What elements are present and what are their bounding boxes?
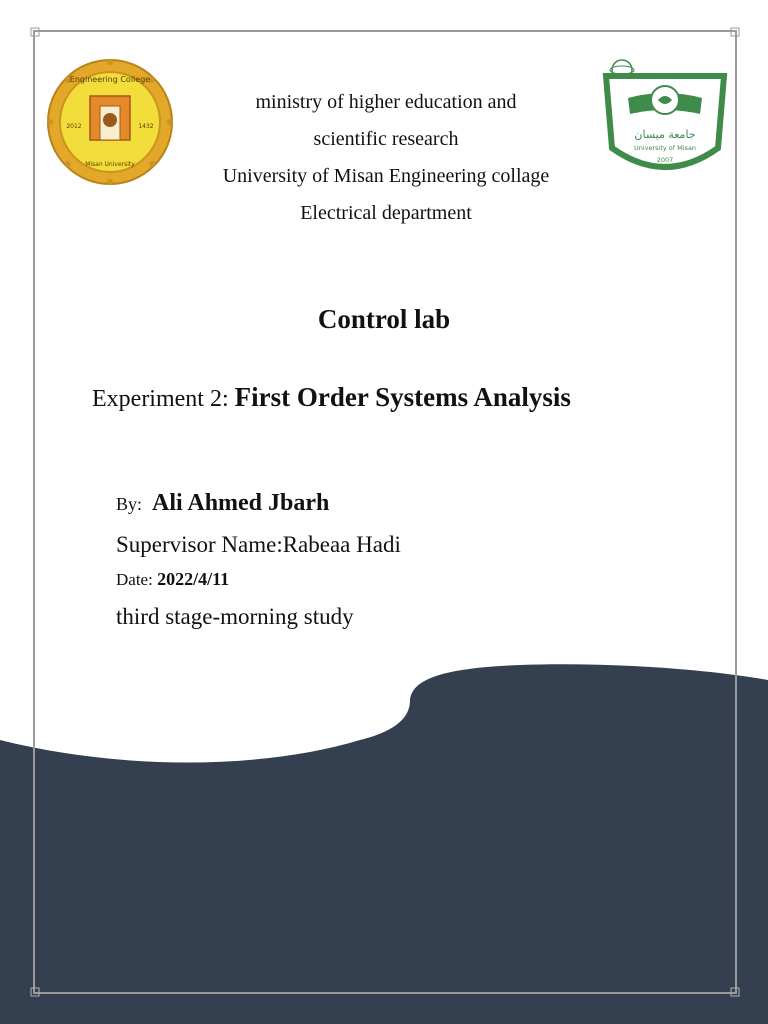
author-name: Ali Ahmed Jbarh xyxy=(152,490,330,516)
svg-text:1432: 1432 xyxy=(138,123,154,130)
date-label: Date: xyxy=(116,570,158,589)
supervisor-line: Supervisor Name:Rabeaa Hadi xyxy=(116,532,401,557)
university-of-misan-shield-icon xyxy=(600,58,730,190)
date-line xyxy=(116,569,229,590)
author-line xyxy=(116,490,329,517)
document-title: Control lab xyxy=(317,304,451,334)
experiment-heading xyxy=(92,382,571,413)
svg-text:University of Misan: University of Misan xyxy=(633,144,697,152)
institution-header xyxy=(180,84,592,232)
author-label: By: xyxy=(116,494,143,514)
date-value: 2022/4/11 xyxy=(157,569,230,589)
svg-text:2012: 2012 xyxy=(66,123,82,130)
stage-line: third stage-morning study xyxy=(116,604,354,629)
svg-text:جامعة ميسان: جامعة ميسان xyxy=(634,128,696,141)
svg-text:Engineering College: Engineering College xyxy=(69,75,151,84)
university-line: University of Misan Engineering collage xyxy=(222,165,550,187)
svg-text:Misan University: Misan University xyxy=(85,161,135,168)
ministry-line: ministry of higher education and xyxy=(255,91,517,113)
research-line: scientific research xyxy=(313,128,459,150)
engineering-college-seal-icon xyxy=(44,58,176,186)
svg-text:2007: 2007 xyxy=(656,156,674,164)
department-line: Electrical department xyxy=(300,202,472,224)
experiment-name: First Order Systems Analysis xyxy=(234,382,571,412)
experiment-prefix: Experiment 2: xyxy=(92,386,235,412)
